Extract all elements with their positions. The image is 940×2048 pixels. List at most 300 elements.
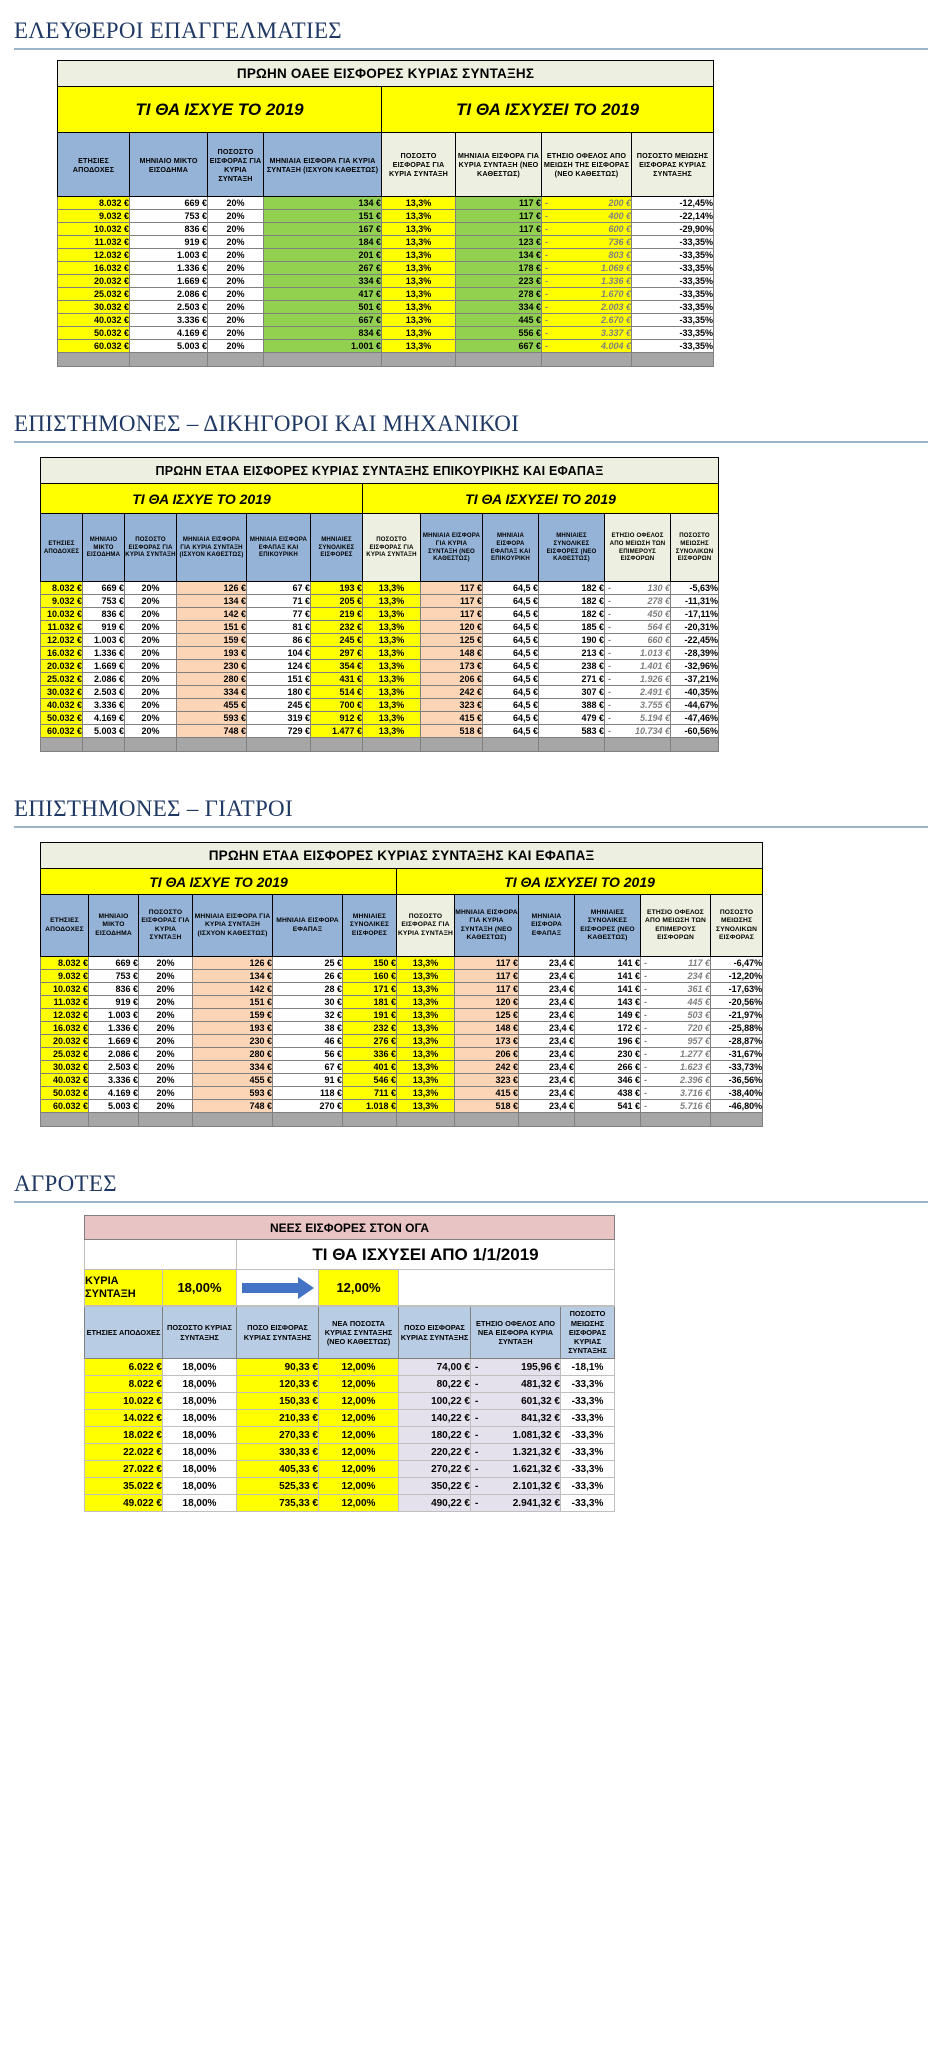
minus-sign: -: [475, 1480, 479, 1492]
cell-r3-c5: 123 €: [456, 236, 542, 249]
cell-r4-c6: -33,3%: [561, 1427, 615, 1444]
cell-r1-c7: 117 €: [455, 970, 519, 983]
cell-r0-c6: 13,3%: [363, 582, 421, 595]
section-heading-farmers: ΑΓΡΟΤΕΣ: [14, 1171, 117, 1196]
cell-r2-c3: 142 €: [177, 608, 247, 621]
cell-r1-c0: 8.022 €: [85, 1376, 163, 1393]
minus-sign: -: [644, 1088, 647, 1098]
footer-strip-cell: [139, 1113, 193, 1127]
cell-r6-c9: 196 €: [575, 1035, 641, 1048]
minus-sign: -: [475, 1412, 479, 1424]
table-row: [41, 1074, 763, 1087]
cell-r0-c3: 12,00%: [319, 1359, 399, 1376]
cell-r7-c0: 25.032 €: [41, 1048, 89, 1061]
cell-r0-c5: 193 €: [311, 582, 363, 595]
cell-r3-c2: 210,33 €: [237, 1410, 319, 1427]
cell-annual-benefit: - 2.101,32 €: [471, 1478, 561, 1495]
cell-r1-c0: 9.032 €: [41, 595, 83, 608]
cell-r0-c0: 8.032 €: [58, 197, 130, 210]
cell-r7-c5: 431 €: [311, 673, 363, 686]
column-header-4: ΜΗΝΙΑΙΑ ΕΙΣΦΟΡΑ ΕΦΑΠΑΞ ΚΑΙ ΕΠΙΚΟΥΡΙΚΗ: [247, 514, 311, 582]
cell-r4-c9: 149 €: [575, 1009, 641, 1022]
cell-r3-c7: 120 €: [455, 996, 519, 1009]
cell-annual-benefit: - 200 €: [542, 197, 632, 210]
cell-r0-c11: -6,47%: [711, 957, 763, 970]
cell-r8-c6: -33,3%: [561, 1495, 615, 1512]
cell-r6-c1: 1.669 €: [89, 1035, 139, 1048]
cell-r1-c11: -11,31%: [671, 595, 719, 608]
cell-r6-c2: 20%: [208, 275, 264, 288]
cell-r5-c6: 13,3%: [363, 647, 421, 660]
section-rule-3: [14, 826, 928, 828]
cell-r2-c4: 100,22 €: [399, 1393, 471, 1410]
cell-r1-c3: 134 €: [177, 595, 247, 608]
cell-annual-benefit: - 3.337 €: [542, 327, 632, 340]
table-row: [85, 1478, 615, 1495]
minus-sign: -: [545, 250, 548, 260]
table-row: [41, 660, 719, 673]
cell-r2-c2: 20%: [139, 983, 193, 996]
cell-r9-c4: 91 €: [273, 1074, 343, 1087]
minus-sign: -: [644, 1075, 647, 1085]
cell-r11-c4: 13,3%: [382, 340, 456, 353]
cell-r10-c5: 711 €: [343, 1087, 397, 1100]
cell-r0-c8: 23,4 €: [519, 957, 575, 970]
cell-r5-c2: 20%: [208, 262, 264, 275]
cell-r8-c2: 20%: [125, 686, 177, 699]
cell-r1-c2: 20%: [139, 970, 193, 983]
cell-r0-c9: 182 €: [539, 582, 605, 595]
cell-r9-c11: -36,56%: [711, 1074, 763, 1087]
table-oaee-main-pension: [57, 60, 714, 367]
cell-r10-c11: -38,40%: [711, 1087, 763, 1100]
column-header-6: ΕΤΗΣΙΟ ΟΦΕΛΟΣ ΑΠΟ ΜΕΙΩΣΗ ΤΗΣ ΕΙΣΦΟΡΑΣ (ΝΕΟ ΚΑΘΕΣΤΩΣ): [542, 133, 632, 197]
cell-r4-c6: 13,3%: [397, 1009, 455, 1022]
cell-annual-benefit: - 234 €: [641, 970, 711, 983]
cell-r7-c7: 206 €: [455, 1048, 519, 1061]
cell-r6-c6: 13,3%: [363, 660, 421, 673]
cell-r9-c5: 700 €: [311, 699, 363, 712]
table-row: [58, 210, 714, 223]
table-row: [41, 725, 719, 738]
cell-r6-c4: 124 €: [247, 660, 311, 673]
cell-r6-c11: -28,87%: [711, 1035, 763, 1048]
cell-r3-c6: -33,3%: [561, 1410, 615, 1427]
cell-r5-c1: 1.336 €: [130, 262, 208, 275]
cell-r4-c7: 125 €: [455, 1009, 519, 1022]
cell-r0-c1: 669 €: [130, 197, 208, 210]
cell-r11-c2: 20%: [139, 1100, 193, 1113]
cell-r0-c0: 8.032 €: [41, 957, 89, 970]
cell-annual-benefit: - 4.004 €: [542, 340, 632, 353]
column-header-3: ΜΗΝΙΑΙΑ ΕΙΣΦΟΡΑ ΓΙΑ ΚΥΡΙΑ ΣΥΝΤΑΞΗ (ΙΣΧΥΟΝ ΚΑΘΕΣΤΩΣ): [193, 895, 273, 957]
cell-r5-c1: 18,00%: [163, 1444, 237, 1461]
cell-r1-c4: 26 €: [273, 970, 343, 983]
table-row: [58, 340, 714, 353]
footer-strip-cell: [273, 1113, 343, 1127]
cell-r9-c2: 20%: [139, 1074, 193, 1087]
column-header-8: ΜΗΝΙΑΙΑ ΕΙΣΦΟΡΑ ΕΦΑΠΑΞ: [519, 895, 575, 957]
cell-annual-benefit: - 2.941,32 €: [471, 1495, 561, 1512]
footer-strip-cell: [455, 1113, 519, 1127]
cell-annual-benefit: - 660 €: [605, 634, 671, 647]
cell-r4-c3: 159 €: [177, 634, 247, 647]
cell-r2-c3: 167 €: [264, 223, 382, 236]
cell-r9-c6: 13,3%: [363, 699, 421, 712]
cell-r5-c2: 20%: [139, 1022, 193, 1035]
cell-r6-c3: 230 €: [177, 660, 247, 673]
cell-r1-c8: 64,5 €: [483, 595, 539, 608]
cell-r4-c2: 20%: [139, 1009, 193, 1022]
cell-r6-c3: 12,00%: [319, 1461, 399, 1478]
cell-r9-c0: 40.032 €: [41, 699, 83, 712]
cell-r6-c0: 20.032 €: [41, 660, 83, 673]
cell-r2-c5: 117 €: [456, 223, 542, 236]
banner-new-regime: ΤΙ ΘΑ ΙΣΧΥΣΕΙ ΤΟ 2019: [397, 869, 763, 895]
cell-r2-c0: 10.032 €: [41, 608, 83, 621]
cell-r8-c1: 2.503 €: [89, 1061, 139, 1074]
cell-r9-c7: 323 €: [421, 699, 483, 712]
footer-strip-cell: [58, 353, 130, 367]
cell-r0-c5: 150 €: [343, 957, 397, 970]
cell-r6-c7: 173 €: [455, 1035, 519, 1048]
cell-annual-benefit: - 841,32 €: [471, 1410, 561, 1427]
cell-r0-c8: 64,5 €: [483, 582, 539, 595]
cell-r10-c5: 556 €: [456, 327, 542, 340]
column-header-1: ΜΗΝΙΑΙΟ ΜΙΚΤΟ ΕΙΣΟΔΗΜΑ: [83, 514, 125, 582]
cell-r10-c0: 50.032 €: [41, 712, 83, 725]
cell-r4-c5: 191 €: [343, 1009, 397, 1022]
cell-r5-c3: 193 €: [193, 1022, 273, 1035]
cell-r6-c2: 20%: [125, 660, 177, 673]
cell-annual-benefit: - 5.194 €: [605, 712, 671, 725]
table-row: [58, 327, 714, 340]
cell-r3-c6: 13,3%: [363, 621, 421, 634]
table-row: [85, 1444, 615, 1461]
cell-r5-c7: 148 €: [455, 1022, 519, 1035]
cell-r6-c9: 238 €: [539, 660, 605, 673]
table-row: [58, 262, 714, 275]
cell-r0-c9: 141 €: [575, 957, 641, 970]
cell-annual-benefit: - 361 €: [641, 983, 711, 996]
cell-r1-c2: 20%: [208, 210, 264, 223]
spacer-3: [0, 752, 940, 796]
table-footer-strip: [41, 1113, 763, 1127]
column-header-2: ΠΟΣΟ ΕΙΣΦΟΡΑΣ ΚΥΡΙΑΣ ΣΥΝΤΑΞΗΣ: [237, 1307, 319, 1359]
cell-r4-c11: -21,97%: [711, 1009, 763, 1022]
minus-sign: -: [545, 341, 548, 351]
cell-r3-c7: 120 €: [421, 621, 483, 634]
cell-annual-benefit: - 3.716 €: [641, 1087, 711, 1100]
table-oga-new-contributions: [84, 1215, 615, 1512]
cell-r10-c4: 118 €: [273, 1087, 343, 1100]
cell-annual-benefit: - 3.755 €: [605, 699, 671, 712]
cell-r9-c5: 546 €: [343, 1074, 397, 1087]
footer-strip-cell: [632, 353, 714, 367]
cell-r3-c0: 11.032 €: [41, 621, 83, 634]
cell-r5-c2: 20%: [125, 647, 177, 660]
cell-r1-c8: 23,4 €: [519, 970, 575, 983]
column-header-0: ΕΤΗΣΙΕΣ ΑΠΟΔΟΧΕΣ: [41, 514, 83, 582]
section-heading-lawyers-engineers: ΕΠΙΣΤΗΜΟΝΕΣ – ΔΙΚΗΓΟΡΟΙ ΚΑΙ ΜΗΧΑΝΙΚΟΙ: [14, 411, 520, 436]
column-header-1: ΜΗΝΙΑΙΟ ΜΙΚΤΟ ΕΙΣΟΔΗΜΑ: [89, 895, 139, 957]
minus-sign: -: [644, 997, 647, 1007]
cell-r10-c0: 50.032 €: [58, 327, 130, 340]
column-header-0: ΕΤΗΣΙΕΣ ΑΠΟΔΟΧΕΣ: [41, 895, 89, 957]
cell-r11-c3: 1.001 €: [264, 340, 382, 353]
cell-r7-c4: 13,3%: [382, 288, 456, 301]
cell-r9-c7: -33,35%: [632, 314, 714, 327]
table-footer-strip: [41, 738, 719, 752]
cell-r7-c11: -37,21%: [671, 673, 719, 686]
cell-r0-c7: -12,45%: [632, 197, 714, 210]
table-subtitle-row: [85, 1240, 615, 1270]
table-row: [58, 223, 714, 236]
cell-annual-benefit: - 564 €: [605, 621, 671, 634]
table-header-row: [41, 895, 763, 957]
cell-annual-benefit: - 1.621,32 €: [471, 1461, 561, 1478]
cell-r5-c4: 38 €: [273, 1022, 343, 1035]
minus-sign: -: [475, 1361, 479, 1373]
cell-r3-c4: 81 €: [247, 621, 311, 634]
cell-r2-c7: -29,90%: [632, 223, 714, 236]
cell-r0-c3: 126 €: [177, 582, 247, 595]
column-header-9: ΜΗΝΙΑΙΕΣ ΣΥΝΟΛΙΚΕΣ ΕΙΣΦΟΡΕΣ (ΝΕΟ ΚΑΘΕΣΤΩΣ): [575, 895, 641, 957]
minus-sign: -: [608, 635, 611, 645]
cell-r9-c8: 23,4 €: [519, 1074, 575, 1087]
cell-r5-c4: 13,3%: [382, 262, 456, 275]
table-row: [41, 595, 719, 608]
cell-r5-c4: 220,22 €: [399, 1444, 471, 1461]
cell-r10-c7: -33,35%: [632, 327, 714, 340]
cell-r5-c3: 193 €: [177, 647, 247, 660]
cell-r10-c4: 13,3%: [382, 327, 456, 340]
table-row: [41, 686, 719, 699]
cell-r8-c9: 266 €: [575, 1061, 641, 1074]
cell-r5-c3: 12,00%: [319, 1444, 399, 1461]
footer-strip-cell: [247, 738, 311, 752]
cell-r11-c11: -46,80%: [711, 1100, 763, 1113]
cell-r6-c8: 64,5 €: [483, 660, 539, 673]
cell-annual-benefit: - 1.069 €: [542, 262, 632, 275]
minus-sign: -: [608, 609, 611, 619]
cell-r9-c3: 455 €: [193, 1074, 273, 1087]
cell-r2-c9: 182 €: [539, 608, 605, 621]
column-header-10: ΕΤΗΣΙΟ ΟΦΕΛΟΣ ΑΠΟ ΜΕΙΩΣΗ ΤΩΝ ΕΠΙΜΕΡΟΥΣ ΕΙΣΦΟΡΩΝ: [641, 895, 711, 957]
cell-r7-c2: 20%: [139, 1048, 193, 1061]
cell-r4-c3: 201 €: [264, 249, 382, 262]
cell-r0-c7: 117 €: [421, 582, 483, 595]
cell-r4-c11: -22,45%: [671, 634, 719, 647]
cell-r5-c5: 178 €: [456, 262, 542, 275]
cell-r8-c3: 12,00%: [319, 1495, 399, 1512]
table-row: [58, 249, 714, 262]
cell-r10-c5: 912 €: [311, 712, 363, 725]
cell-r1-c5: 205 €: [311, 595, 363, 608]
cell-r3-c8: 64,5 €: [483, 621, 539, 634]
cell-annual-benefit: - 5.716 €: [641, 1100, 711, 1113]
cell-r5-c9: 172 €: [575, 1022, 641, 1035]
cell-r4-c1: 1.003 €: [83, 634, 125, 647]
cell-r10-c8: 23,4 €: [519, 1087, 575, 1100]
cell-annual-benefit: - 2.003 €: [542, 301, 632, 314]
cell-r2-c1: 18,00%: [163, 1393, 237, 1410]
cell-r2-c6: -33,3%: [561, 1393, 615, 1410]
column-header-0: ΕΤΗΣΙΕΣ ΑΠΟΔΟΧΕΣ: [58, 133, 130, 197]
minus-sign: -: [644, 1101, 647, 1111]
cell-r0-c1: 669 €: [83, 582, 125, 595]
cell-r10-c7: 415 €: [421, 712, 483, 725]
cell-r6-c1: 18,00%: [163, 1461, 237, 1478]
bottom-spacer: [0, 1512, 940, 1542]
cell-r9-c0: 40.032 €: [41, 1074, 89, 1087]
footer-strip-cell: [605, 738, 671, 752]
cell-r3-c0: 11.032 €: [41, 996, 89, 1009]
cell-r2-c11: -17,11%: [671, 608, 719, 621]
minus-sign: -: [644, 1023, 647, 1033]
minus-sign: -: [644, 1062, 647, 1072]
cell-r6-c1: 1.669 €: [83, 660, 125, 673]
cell-r1-c5: 117 €: [456, 210, 542, 223]
cell-r11-c5: 667 €: [456, 340, 542, 353]
cell-r8-c11: -40,35%: [671, 686, 719, 699]
cell-r0-c4: 74,00 €: [399, 1359, 471, 1376]
table-row: [85, 1495, 615, 1512]
table-row: [41, 1009, 763, 1022]
table-row: [41, 957, 763, 970]
column-header-11: ΠΟΣΟΣΤΟ ΜΕΙΩΣΗΣ ΣΥΝΟΛΙΚΩΝ ΕΙΣΦΟΡΩΝ: [671, 514, 719, 582]
cell-r7-c2: 20%: [125, 673, 177, 686]
banner-old-regime: ΤΙ ΘΑ ΙΣΧΥΕ ΤΟ 2019: [41, 869, 397, 895]
table-title-row: [58, 61, 714, 87]
cell-r2-c2: 20%: [125, 608, 177, 621]
cell-r1-c6: 13,3%: [397, 970, 455, 983]
cell-r10-c1: 4.169 €: [89, 1087, 139, 1100]
cell-r5-c11: -25,88%: [711, 1022, 763, 1035]
minus-sign: -: [608, 713, 611, 723]
cell-r7-c3: 417 €: [264, 288, 382, 301]
cell-r9-c8: 64,5 €: [483, 699, 539, 712]
table-row: [41, 634, 719, 647]
cell-r8-c0: 49.022 €: [85, 1495, 163, 1512]
cell-r9-c1: 3.336 €: [130, 314, 208, 327]
cell-r2-c0: 10.032 €: [58, 223, 130, 236]
footer-strip-cell: [397, 1113, 455, 1127]
cell-r1-c0: 9.032 €: [41, 970, 89, 983]
cell-r1-c2: 20%: [125, 595, 177, 608]
cell-annual-benefit: - 278 €: [605, 595, 671, 608]
cell-r11-c0: 60.032 €: [41, 725, 83, 738]
cell-annual-benefit: - 117 €: [641, 957, 711, 970]
cell-r11-c0: 60.032 €: [41, 1100, 89, 1113]
cell-r8-c4: 490,22 €: [399, 1495, 471, 1512]
cell-r7-c8: 64,5 €: [483, 673, 539, 686]
cell-r3-c1: 18,00%: [163, 1410, 237, 1427]
cell-r4-c6: 13,3%: [363, 634, 421, 647]
cell-r4-c0: 12.032 €: [58, 249, 130, 262]
cell-r9-c3: 667 €: [264, 314, 382, 327]
cell-r7-c2: 20%: [208, 288, 264, 301]
cell-annual-benefit: - 2.670 €: [542, 314, 632, 327]
cell-r11-c7: 518 €: [455, 1100, 519, 1113]
footer-strip-cell: [575, 1113, 641, 1127]
cell-r10-c1: 4.169 €: [83, 712, 125, 725]
cell-r8-c1: 2.503 €: [83, 686, 125, 699]
cell-r8-c6: 13,3%: [363, 686, 421, 699]
cell-annual-benefit: - 601,32 €: [471, 1393, 561, 1410]
cell-r1-c9: 141 €: [575, 970, 641, 983]
cell-r3-c3: 184 €: [264, 236, 382, 249]
table-etaa-main-supplementary-lumpsum: [40, 457, 719, 752]
cell-r11-c4: 270 €: [273, 1100, 343, 1113]
table-row: [41, 582, 719, 595]
minus-sign: -: [475, 1463, 479, 1475]
cell-r1-c4: 80,22 €: [399, 1376, 471, 1393]
section-rule-1: [14, 48, 928, 50]
cell-r6-c8: 23,4 €: [519, 1035, 575, 1048]
banner-old-regime: ΤΙ ΘΑ ΙΣΧΥΕ ΤΟ 2019: [58, 87, 382, 133]
minus-sign: -: [475, 1497, 479, 1509]
cell-r2-c2: 150,33 €: [237, 1393, 319, 1410]
table-row: [41, 621, 719, 634]
column-header-5: ΜΗΝΙΑΙΕΣ ΣΥΝΟΛΙΚΕΣ ΕΙΣΦΟΡΕΣ: [343, 895, 397, 957]
cell-r7-c6: 13,3%: [397, 1048, 455, 1061]
footer-strip-cell: [125, 738, 177, 752]
column-header-8: ΜΗΝΙΑΙΑ ΕΙΣΦΟΡΑ ΕΦΑΠΑΞ ΚΑΙ ΕΠΙΚΟΥΡΙΚΗ: [483, 514, 539, 582]
cell-r11-c0: 60.032 €: [58, 340, 130, 353]
cell-r1-c4: 71 €: [247, 595, 311, 608]
cell-r3-c2: 20%: [139, 996, 193, 1009]
cell-r0-c0: 8.032 €: [41, 582, 83, 595]
cell-r11-c1: 5.003 €: [83, 725, 125, 738]
minus-sign: -: [475, 1378, 479, 1390]
footer-strip-cell: [539, 738, 605, 752]
cell-r3-c11: -20,56%: [711, 996, 763, 1009]
cell-r1-c9: 182 €: [539, 595, 605, 608]
minus-sign: -: [545, 328, 548, 338]
cell-r8-c1: 18,00%: [163, 1495, 237, 1512]
cell-r3-c4: 140,22 €: [399, 1410, 471, 1427]
footer-strip-cell: [456, 353, 542, 367]
minus-sign: -: [608, 687, 611, 697]
cell-r1-c1: 753 €: [89, 970, 139, 983]
minus-sign: -: [608, 674, 611, 684]
cell-r3-c3: 151 €: [177, 621, 247, 634]
cell-r1-c4: 13,3%: [382, 210, 456, 223]
cell-r4-c8: 64,5 €: [483, 634, 539, 647]
cell-r3-c0: 14.022 €: [85, 1410, 163, 1427]
top-spacer: [0, 0, 940, 18]
cell-r1-c11: -12,20%: [711, 970, 763, 983]
cell-r3-c11: -20,31%: [671, 621, 719, 634]
cell-r1-c3: 151 €: [264, 210, 382, 223]
cell-r3-c1: 919 €: [130, 236, 208, 249]
cell-r4-c1: 1.003 €: [130, 249, 208, 262]
banner-new-regime: ΤΙ ΘΑ ΙΣΧΥΣΕΙ ΤΟ 2019: [363, 484, 719, 514]
cell-r9-c11: -44,67%: [671, 699, 719, 712]
cell-r2-c1: 836 €: [83, 608, 125, 621]
cell-r11-c5: 1.477 €: [311, 725, 363, 738]
cell-r6-c3: 230 €: [193, 1035, 273, 1048]
cell-r5-c8: 23,4 €: [519, 1022, 575, 1035]
cell-r9-c0: 40.032 €: [58, 314, 130, 327]
cell-r10-c0: 50.032 €: [41, 1087, 89, 1100]
column-header-1: ΜΗΝΙΑΙΟ ΜΙΚΤΟ ΕΙΣΟΔΗΜΑ: [130, 133, 208, 197]
cell-r7-c9: 271 €: [539, 673, 605, 686]
cell-r7-c7: -33,35%: [632, 288, 714, 301]
cell-r9-c3: 455 €: [177, 699, 247, 712]
table3-title: ΠΡΩΗΝ ΕΤΑΑ ΕΙΣΦΟΡΕΣ ΚΥΡΙΑΣ ΣΥΝΤΑΞΗΣ ΚΑΙ ΕΦΑΠΑΞ: [41, 843, 763, 869]
